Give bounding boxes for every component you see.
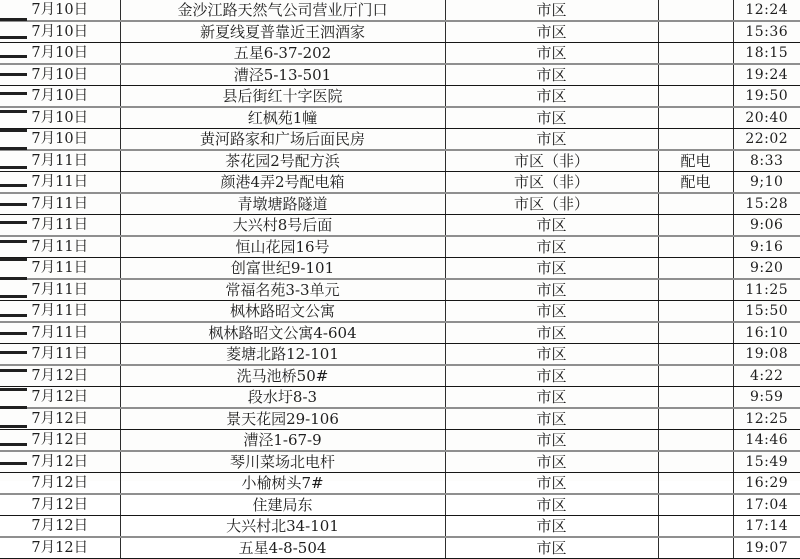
cell-location: 大兴村北34-101 (120, 516, 445, 538)
cell-note (658, 64, 733, 86)
cell-time: 19:08 (733, 344, 800, 366)
cell-location: 小榆树头7# (120, 473, 445, 495)
cell-note (658, 408, 733, 430)
cell-location: 青墩塘路隧道 (120, 193, 445, 215)
cell-district: 市区 (445, 537, 658, 559)
cell-note (658, 537, 733, 559)
cell-date: 7月11日 (0, 322, 120, 344)
cell-date: 7月11日 (0, 279, 120, 301)
cell-time: 17:04 (733, 494, 800, 516)
table-row (0, 301, 800, 323)
cell-note (658, 516, 733, 538)
cell-time: 16:10 (733, 322, 800, 344)
cell-location: 菱塘北路12-101 (120, 344, 445, 366)
cell-note (658, 451, 733, 473)
table-row (0, 279, 800, 301)
cell-location: 大兴村8号后面 (120, 215, 445, 237)
cell-location: 恒山花园16号 (120, 236, 445, 258)
cell-note (658, 473, 733, 495)
cell-note: 配电 (658, 150, 733, 172)
table-row (0, 193, 800, 215)
cell-district: 市区 (445, 0, 658, 21)
cell-date: 7月10日 (0, 43, 120, 65)
cell-date: 7月12日 (0, 408, 120, 430)
cell-date: 7月10日 (0, 107, 120, 129)
cell-time: 18:15 (733, 43, 800, 65)
cell-time: 15:49 (733, 451, 800, 473)
cell-district: 市区 (445, 279, 658, 301)
table-row (0, 21, 800, 43)
table-row (0, 172, 800, 194)
cell-note (658, 236, 733, 258)
cell-date: 7月12日 (0, 387, 120, 409)
cell-note (658, 193, 733, 215)
cell-note: 配电 (658, 172, 733, 194)
cell-date: 7月10日 (0, 0, 120, 21)
cell-note (658, 494, 733, 516)
cell-date: 7月12日 (0, 430, 120, 452)
cell-note (658, 215, 733, 237)
cell-district: 市区 (445, 387, 658, 409)
cell-district: 市区（非） (445, 150, 658, 172)
table-row (0, 43, 800, 65)
cell-time: 9:06 (733, 215, 800, 237)
cell-note (658, 21, 733, 43)
cell-district: 市区 (445, 43, 658, 65)
cell-time: 19:07 (733, 537, 800, 559)
cell-district: 市区 (445, 215, 658, 237)
cell-time: 15:50 (733, 301, 800, 323)
cell-time: 15:36 (733, 21, 800, 43)
cell-date: 7月12日 (0, 451, 120, 473)
cell-location: 红枫苑1幢 (120, 107, 445, 129)
table-row (0, 473, 800, 495)
cell-location: 常福名苑3-3单元 (120, 279, 445, 301)
table-row (0, 0, 800, 21)
cell-district: 市区 (445, 451, 658, 473)
table-row (0, 516, 800, 538)
cell-time: 14:46 (733, 430, 800, 452)
cell-location: 县后街红十字医院 (120, 86, 445, 108)
cell-note (658, 344, 733, 366)
cell-note (658, 107, 733, 129)
table-row (0, 236, 800, 258)
cell-time: 11:25 (733, 279, 800, 301)
cell-location: 枫林路昭文公寓 (120, 301, 445, 323)
cell-date: 7月12日 (0, 473, 120, 495)
cell-district: 市区 (445, 64, 658, 86)
cell-note (658, 322, 733, 344)
cell-time: 9:20 (733, 258, 800, 280)
table-row (0, 107, 800, 129)
cell-district: 市区 (445, 301, 658, 323)
table-row (0, 408, 800, 430)
cell-district: 市区 (445, 21, 658, 43)
cell-date: 7月11日 (0, 150, 120, 172)
cell-location: 漕泾1-67-9 (120, 430, 445, 452)
table-row (0, 430, 800, 452)
cell-date: 7月11日 (0, 236, 120, 258)
cell-district: 市区 (445, 344, 658, 366)
cell-location: 新夏线夏普靠近王泗酒家 (120, 21, 445, 43)
cell-location: 漕泾5-13-501 (120, 64, 445, 86)
cell-time: 9;10 (733, 172, 800, 194)
cell-time: 15:28 (733, 193, 800, 215)
table-row (0, 129, 800, 151)
cell-time: 17:14 (733, 516, 800, 538)
cell-location: 创富世纪9-101 (120, 258, 445, 280)
cell-date: 7月11日 (0, 258, 120, 280)
cell-note (658, 43, 733, 65)
cell-date: 7月11日 (0, 172, 120, 194)
cell-time: 12:25 (733, 408, 800, 430)
cell-district: 市区 (445, 516, 658, 538)
cell-date: 7月12日 (0, 516, 120, 538)
cell-note (658, 301, 733, 323)
cell-time: 9:59 (733, 387, 800, 409)
table-row (0, 215, 800, 237)
cell-time: 9:16 (733, 236, 800, 258)
cell-district: 市区（非） (445, 193, 658, 215)
cell-location: 琴川菜场北电杆 (120, 451, 445, 473)
cell-time: 20:40 (733, 107, 800, 129)
cell-location: 五星6-37-202 (120, 43, 445, 65)
cell-note (658, 387, 733, 409)
cell-location: 住建局东 (120, 494, 445, 516)
cell-date: 7月12日 (0, 365, 120, 387)
cell-district: 市区 (445, 86, 658, 108)
cell-date: 7月10日 (0, 86, 120, 108)
cell-location: 段水圩8-3 (120, 387, 445, 409)
cell-district: 市区 (445, 408, 658, 430)
table-row (0, 344, 800, 366)
cell-time: 19:24 (733, 64, 800, 86)
cell-note (658, 430, 733, 452)
table-row (0, 150, 800, 172)
cell-note (658, 365, 733, 387)
table-row (0, 322, 800, 344)
table-row (0, 387, 800, 409)
cell-district: 市区 (445, 236, 658, 258)
cell-time: 22:02 (733, 129, 800, 151)
cell-note (658, 129, 733, 151)
cell-time: 19:50 (733, 86, 800, 108)
cell-time: 12:24 (733, 0, 800, 21)
cell-district: 市区 (445, 258, 658, 280)
cell-district: 市区 (445, 494, 658, 516)
cell-date: 7月10日 (0, 64, 120, 86)
cell-location: 黄河路家和广场后面民房 (120, 129, 445, 151)
table-row (0, 494, 800, 516)
cell-location: 颜港4弄2号配电箱 (120, 172, 445, 194)
cell-time: 8:33 (733, 150, 800, 172)
cell-district: 市区 (445, 430, 658, 452)
cell-time: 16:29 (733, 473, 800, 495)
cell-district: 市区 (445, 107, 658, 129)
cell-location: 茶花园2号配方浜 (120, 150, 445, 172)
cell-note (658, 279, 733, 301)
cell-date: 7月11日 (0, 193, 120, 215)
cell-date: 7月10日 (0, 129, 120, 151)
cell-location: 枫林路昭文公寓4-604 (120, 322, 445, 344)
table-row (0, 64, 800, 86)
cell-district: 市区 (445, 365, 658, 387)
cell-district: 市区 (445, 473, 658, 495)
cell-time: 4:22 (733, 365, 800, 387)
cell-location: 洗马池桥50# (120, 365, 445, 387)
table-row (0, 537, 800, 559)
table-row (0, 86, 800, 108)
cell-date: 7月11日 (0, 301, 120, 323)
table-row (0, 365, 800, 387)
table-row (0, 451, 800, 473)
cell-date: 7月11日 (0, 344, 120, 366)
table-row (0, 258, 800, 280)
cell-district: 市区 (445, 129, 658, 151)
cell-date: 7月12日 (0, 494, 120, 516)
cell-location: 金沙江路天然气公司营业厅门口 (120, 0, 445, 21)
cell-date: 7月10日 (0, 21, 120, 43)
cell-note (658, 86, 733, 108)
cell-district: 市区 (445, 322, 658, 344)
cell-district: 市区（非） (445, 172, 658, 194)
cell-date: 7月12日 (0, 537, 120, 559)
cell-date: 7月11日 (0, 215, 120, 237)
cell-location: 五星4-8-504 (120, 537, 445, 559)
cell-note (658, 0, 733, 21)
cell-location: 景天花园29-106 (120, 408, 445, 430)
cell-note (658, 258, 733, 280)
